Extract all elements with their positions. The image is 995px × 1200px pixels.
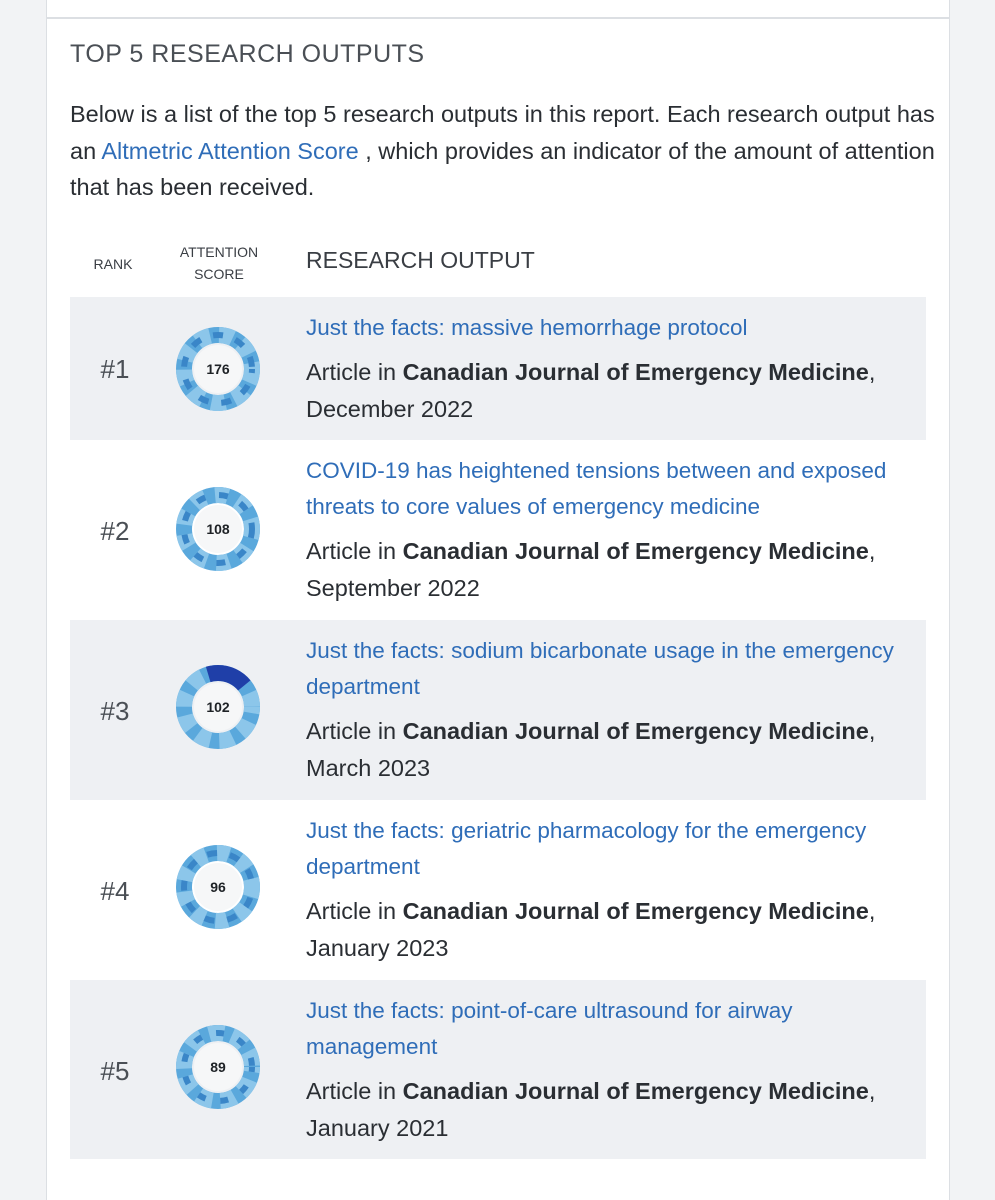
table-row xyxy=(70,440,926,620)
altmetric-score-link[interactable]: Altmetric Attention Score xyxy=(101,137,359,164)
attention-score-value: 96 xyxy=(210,879,226,895)
rank-label: #1 xyxy=(100,354,130,384)
output-details xyxy=(306,310,916,428)
attention-score-value: 108 xyxy=(206,521,230,537)
attention-score-donut[interactable] xyxy=(176,327,260,411)
output-meta xyxy=(306,893,916,967)
header-score-line2: SCORE xyxy=(194,266,244,282)
header-score-line1: ATTENTION xyxy=(179,244,259,260)
research-output-title-link[interactable]: Just the facts: sodium bicarbonate usage in the emergency department xyxy=(306,638,894,699)
attention-score-donut[interactable] xyxy=(176,845,260,929)
publication-date: , January 2023 xyxy=(306,898,876,961)
publication-date: , December 2022 xyxy=(306,359,876,422)
output-details xyxy=(306,453,916,607)
journal-name: Canadian Journal of Emergency Medicine xyxy=(402,538,869,564)
publication-date: , January 2021 xyxy=(306,1078,876,1141)
research-output-title-link[interactable]: Just the facts: point-of-care ultrasound for airway management xyxy=(306,998,793,1059)
output-meta xyxy=(306,1073,916,1147)
output-type: Article in xyxy=(306,359,403,385)
section-title: TOP 5 RESEARCH OUTPUTS xyxy=(70,40,425,68)
table-row xyxy=(70,297,926,440)
table-row xyxy=(70,800,926,980)
attention-score-donut[interactable] xyxy=(176,1025,260,1109)
rank-label: #4 xyxy=(100,876,130,906)
rank-label: #5 xyxy=(100,1056,130,1086)
top-divider xyxy=(47,0,949,19)
publication-date: , September 2022 xyxy=(306,538,876,601)
rank-label: #2 xyxy=(100,516,130,546)
rank-label: #3 xyxy=(100,696,130,726)
research-output-title-link[interactable]: Just the facts: massive hemorrhage protocol xyxy=(306,315,748,340)
journal-name: Canadian Journal of Emergency Medicine xyxy=(402,359,869,385)
journal-name: Canadian Journal of Emergency Medicine xyxy=(402,1078,869,1104)
output-details xyxy=(306,993,916,1147)
output-details xyxy=(306,633,916,787)
output-details xyxy=(306,813,916,967)
table-row xyxy=(70,980,926,1159)
header-attention-score xyxy=(169,241,269,285)
attention-score-donut[interactable] xyxy=(176,487,260,571)
attention-score-value: 176 xyxy=(206,361,230,377)
output-meta xyxy=(306,533,916,607)
publication-date: , March 2023 xyxy=(306,718,876,781)
attention-score-donut[interactable] xyxy=(176,665,260,749)
header-research-output: RESEARCH OUTPUT xyxy=(306,247,535,273)
output-type: Article in xyxy=(306,898,403,924)
attention-score-value: 89 xyxy=(210,1059,226,1075)
intro-text-after: , which provides an indicator of the amount of attention that has been received. xyxy=(70,137,935,200)
output-type: Article in xyxy=(306,1078,403,1104)
intro-text-before: Below is a list of the top 5 research outputs in this report. Each research output has an xyxy=(70,101,935,164)
research-output-title-link[interactable]: Just the facts: geriatric pharmacology for the emergency department xyxy=(306,818,867,879)
journal-name: Canadian Journal of Emergency Medicine xyxy=(402,898,869,924)
output-meta xyxy=(306,713,916,787)
attention-score-value: 102 xyxy=(206,699,230,715)
report-card xyxy=(46,0,950,1200)
output-meta xyxy=(306,354,916,428)
journal-name: Canadian Journal of Emergency Medicine xyxy=(402,718,869,744)
table-row xyxy=(70,620,926,800)
research-output-title-link[interactable]: COVID-19 has heightened tensions between and exposed threats to core values of emergency medicine xyxy=(306,458,887,519)
output-type: Article in xyxy=(306,538,403,564)
header-rank: RANK xyxy=(93,256,133,272)
intro-paragraph xyxy=(70,96,940,206)
output-type: Article in xyxy=(306,718,403,744)
